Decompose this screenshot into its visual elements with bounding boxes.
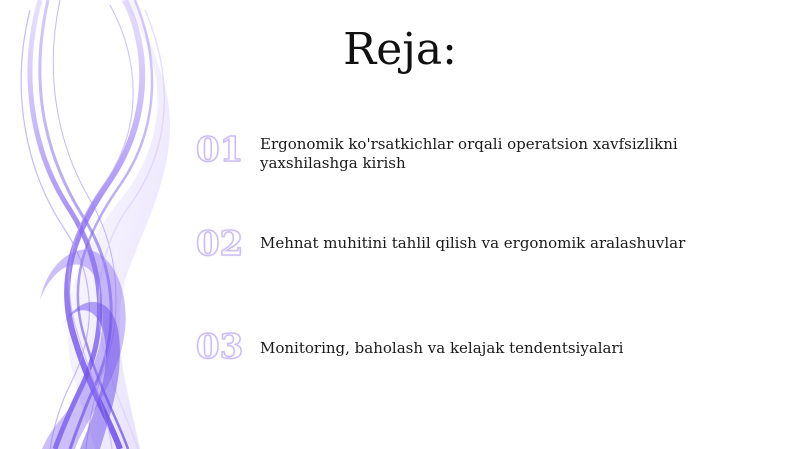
slide-title: Reja: <box>343 24 457 75</box>
agenda-item-number: 02 <box>196 224 244 264</box>
agenda-item-text: Monitoring, baholash va kelajak tendentsiyalari <box>260 339 624 357</box>
agenda-item <box>196 327 756 387</box>
decorative-purple-ribbon <box>0 0 200 449</box>
agenda-item <box>196 130 756 190</box>
agenda-item-text: Ergonomik ko'rsatkichlar orqali operatsion xavfsizlikni yaxshilashga kirish <box>260 135 678 172</box>
agenda-item <box>196 224 756 284</box>
agenda-item-number: 03 <box>196 327 244 367</box>
agenda-item-text: Mehnat muhitini tahlil qilish va ergonomik aralashuvlar <box>260 234 686 252</box>
agenda-item-number: 01 <box>196 130 244 170</box>
